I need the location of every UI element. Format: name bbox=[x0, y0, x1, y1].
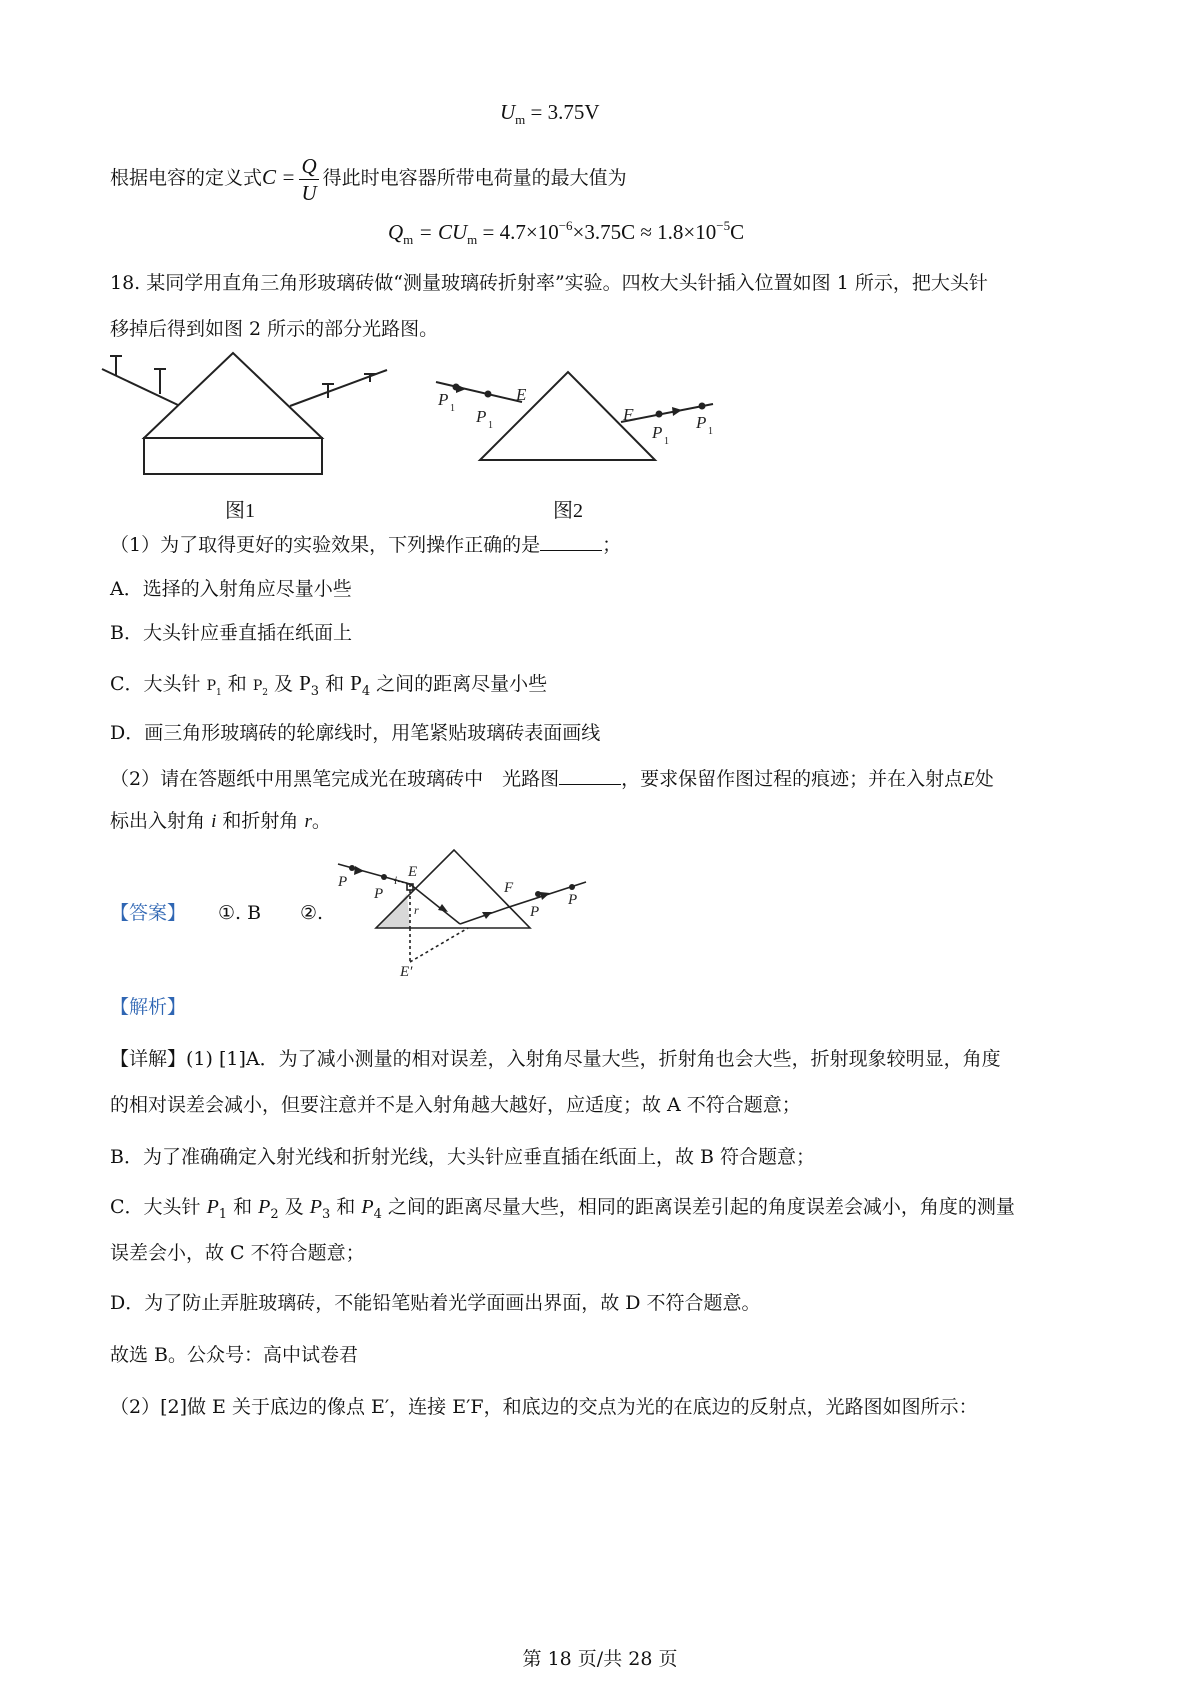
eq-symbol: U bbox=[500, 100, 516, 124]
answer-fig-label-e: E bbox=[408, 864, 418, 880]
fig2-label-p: P bbox=[652, 423, 663, 442]
eq-value: = 4.7×10 bbox=[482, 220, 559, 244]
detail-line-1 bbox=[110, 1046, 1001, 1072]
option-a: A．选择的入射角应尽量小些 bbox=[110, 578, 352, 600]
text: ； bbox=[602, 534, 622, 556]
subscript: 4 bbox=[373, 1207, 382, 1222]
detail-line-7: 故选 B。公众号：高中试卷君 bbox=[110, 1344, 359, 1366]
detail-line-8: （2）[2]做 E 关于底边的像点 E′，连接 E′F，和底边的交点为光的在底边的反射点，光路图如图所示： bbox=[110, 1396, 978, 1418]
text: 。 bbox=[311, 810, 331, 832]
text: (1) [1]A．为了减小测量的相对误差，入射角尽量大些，折射角也会大些，折射现象较明显，角度 bbox=[186, 1048, 1001, 1070]
option-d: D．画三角形玻璃砖的轮廓线时，用笔紧贴玻璃砖表面画线 bbox=[110, 722, 601, 744]
text: （2）请在答题纸中用黑笔完成光在玻璃砖中 光路图 bbox=[110, 768, 560, 790]
question-line-2: 移掉后得到如图 2 所示的部分光路图。 bbox=[110, 318, 439, 340]
option-b: B．大头针应垂直插在纸面上 bbox=[110, 622, 352, 644]
fig2-sub: 1 bbox=[488, 420, 493, 431]
fig2-sub: 1 bbox=[450, 403, 455, 414]
text: 和 bbox=[221, 673, 253, 695]
fig2-sub: 1 bbox=[664, 436, 669, 447]
text: 和 bbox=[330, 1196, 362, 1218]
text: 标出入射角 bbox=[110, 810, 206, 832]
pin-p4: P bbox=[361, 1196, 374, 1218]
detail-tag: 【详解】 bbox=[110, 1048, 187, 1070]
figure-2-diagram bbox=[430, 360, 730, 470]
question-line-1: 18. 某同学用直角三角形玻璃砖做“测量玻璃砖折射率”实验。四枚大头针插入位置如图 1 所示，把大头针 bbox=[110, 272, 988, 294]
equation-qm bbox=[388, 218, 744, 248]
eq-symbol: = CU bbox=[418, 220, 468, 244]
text: 之间的距离尽量大些，相同的距离误差引起的角度误差会减小，角度的测量 bbox=[381, 1196, 1015, 1218]
detail-line-4 bbox=[110, 1194, 1015, 1228]
answer-fig-label-i: i bbox=[394, 873, 398, 887]
pin-p1: P bbox=[206, 1196, 219, 1218]
fig2-label-p: P bbox=[696, 413, 707, 432]
figure-1-diagram bbox=[100, 350, 400, 490]
answer-fig-label-p: P bbox=[568, 892, 578, 908]
text: 之间的距离尽量小些 bbox=[370, 673, 548, 695]
pin-p4: P bbox=[350, 671, 362, 695]
point-e: E bbox=[963, 769, 975, 790]
text: 根据电容的定义式 bbox=[110, 167, 263, 189]
text: 处 bbox=[974, 768, 994, 790]
pin-p1: P bbox=[206, 678, 216, 694]
denominator: U bbox=[301, 180, 317, 205]
equation-um bbox=[500, 100, 600, 128]
fig2-label-f: F bbox=[623, 405, 634, 424]
angle-i: i bbox=[211, 811, 217, 832]
page-footer: 第 18 页/共 28 页 bbox=[522, 1648, 678, 1670]
eq-symbol: Q bbox=[388, 220, 404, 244]
text: 和 bbox=[319, 673, 351, 695]
eq-exponent: −5 bbox=[716, 218, 731, 233]
subscript: 1 bbox=[216, 688, 222, 698]
detail-line-2: 的相对误差会减小，但要注意并不是入射角越大越好，应适度；故 A 不符合题意； bbox=[110, 1094, 801, 1116]
capacitance-sentence bbox=[110, 152, 627, 206]
pin-p2: P bbox=[252, 678, 263, 694]
text: 得此时电容器所带电荷量的最大值为 bbox=[322, 167, 627, 189]
answer-fig-label-p: P bbox=[530, 904, 540, 920]
text: 及 bbox=[267, 673, 300, 695]
answer-tag: 【答案】 bbox=[110, 902, 187, 924]
subscript: 4 bbox=[361, 684, 371, 699]
eq-unit: C bbox=[730, 220, 745, 244]
text: （1）为了取得更好的实验效果，下列操作正确的是 bbox=[110, 534, 541, 556]
angle-r: r bbox=[304, 811, 312, 832]
subquestion-2-line-2 bbox=[110, 808, 331, 835]
answer-fig-label-p: P bbox=[374, 886, 384, 902]
detail-line-3: B．为了准确确定入射光线和折射光线，大头针应垂直插在纸面上，故 B 符合题意； bbox=[110, 1146, 816, 1168]
numerator: Q bbox=[301, 153, 317, 178]
eq-subscript: m bbox=[515, 112, 526, 127]
fig2-sub: 1 bbox=[708, 426, 713, 437]
subscript: 2 bbox=[270, 1207, 279, 1222]
subscript: 3 bbox=[310, 684, 320, 699]
subscript: 3 bbox=[321, 1207, 331, 1222]
pin-p3: P bbox=[299, 671, 311, 695]
text: 和 bbox=[227, 1196, 259, 1218]
answer-blank bbox=[559, 766, 621, 785]
answer-fig-label-r: r bbox=[414, 903, 419, 917]
text: C．大头针 bbox=[110, 673, 207, 695]
fig2-label-p: P bbox=[438, 390, 449, 409]
figure-2-label: 图2 bbox=[553, 500, 583, 522]
eq-subscript: m bbox=[403, 232, 414, 247]
detail-line-6: D．为了防止弄脏玻璃砖，不能铅笔贴着光学面画出界面，故 D 不符合题意。 bbox=[110, 1292, 761, 1314]
text: 及 bbox=[278, 1196, 310, 1218]
pin-p3: P bbox=[309, 1196, 322, 1218]
answer-2: ②. bbox=[300, 902, 324, 924]
eq-exponent: −6 bbox=[558, 218, 573, 233]
answer-blank bbox=[540, 532, 602, 551]
option-c bbox=[110, 670, 547, 706]
answer-fig-label-e-prime: E′ bbox=[400, 964, 413, 980]
analysis-tag: 【解析】 bbox=[110, 996, 187, 1018]
subscript: 2 bbox=[262, 688, 268, 698]
detail-line-5: 误差会小，故 C 不符合题意； bbox=[110, 1242, 365, 1264]
subquestion-2-line-1 bbox=[110, 766, 994, 793]
c-symbol: C = bbox=[262, 165, 296, 189]
subquestion-1 bbox=[110, 532, 621, 558]
answer-fig-label-p: P bbox=[338, 874, 348, 890]
pin-p2: P bbox=[258, 1196, 271, 1218]
subscript: 1 bbox=[218, 1207, 228, 1222]
eq-value: = 3.75V bbox=[530, 100, 600, 124]
fraction-q-over-u bbox=[299, 153, 318, 206]
answer-fig-label-f: F bbox=[504, 880, 514, 896]
answer-1: ①. B bbox=[218, 902, 262, 924]
figure-1-label: 图1 bbox=[225, 500, 255, 522]
text: 和折射角 bbox=[222, 810, 299, 832]
eq-subscript: m bbox=[467, 232, 478, 247]
text: C．大头针 bbox=[110, 1196, 207, 1218]
fig2-label-p: P bbox=[476, 407, 487, 426]
answer-figure-diagram bbox=[334, 846, 594, 980]
eq-value: ×3.75C ≈ 1.8×10 bbox=[572, 220, 717, 244]
text: ，要求保留作图过程的痕迹；并在入射点 bbox=[621, 768, 964, 790]
fig2-label-e: E bbox=[516, 385, 527, 404]
